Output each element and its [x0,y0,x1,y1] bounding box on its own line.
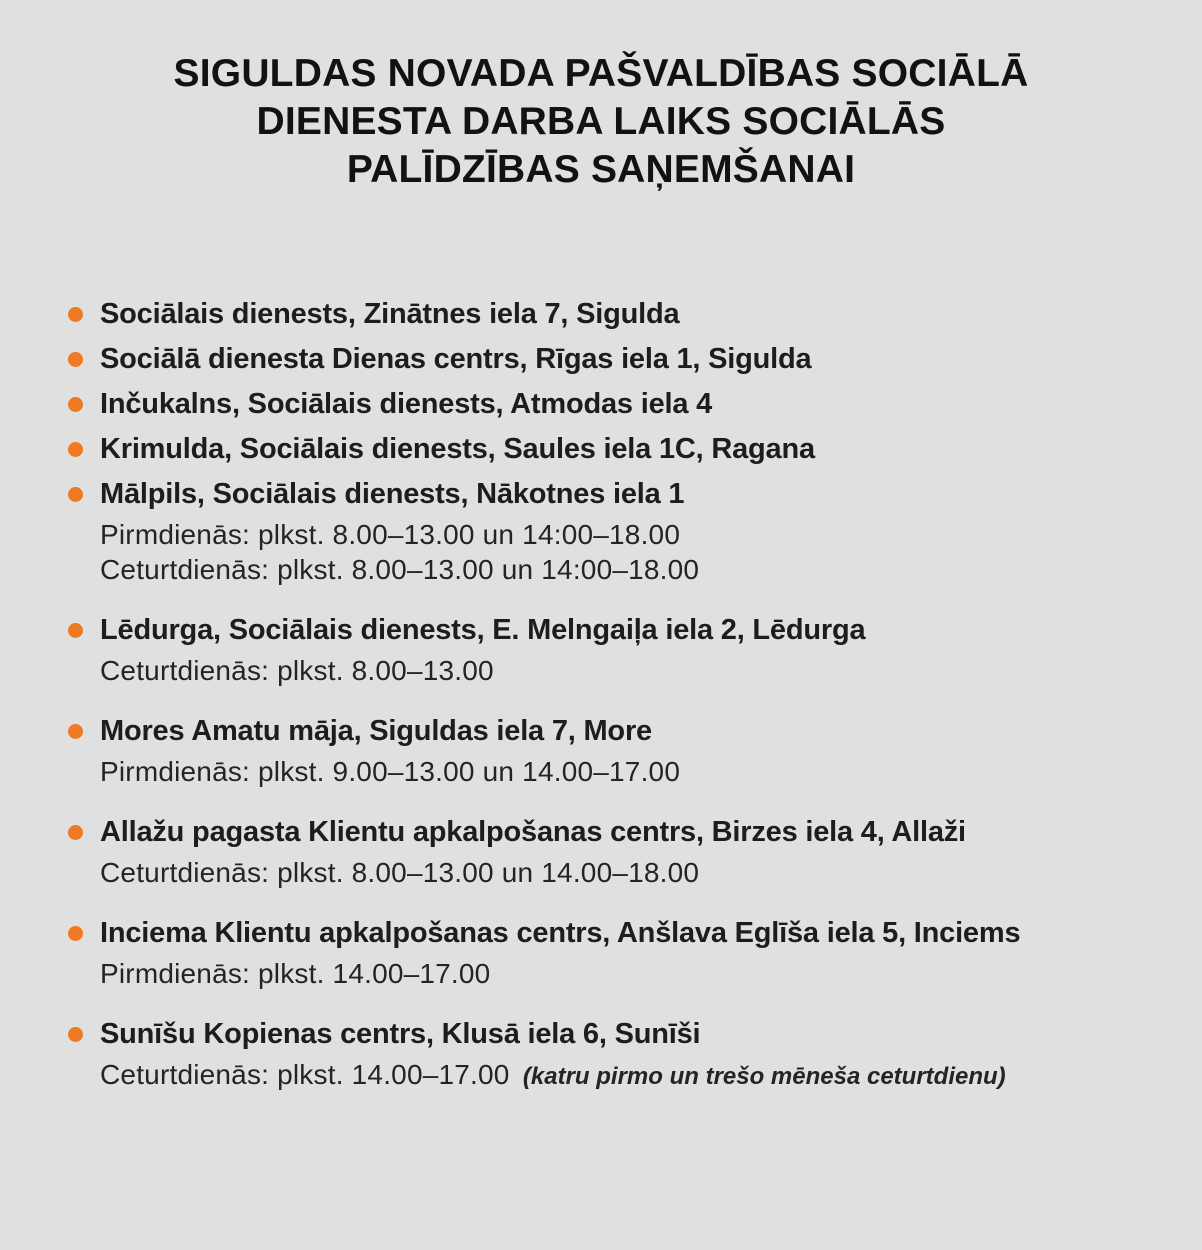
circle-bullet-icon [68,623,83,638]
hours-line: Pirmdienās: plkst. 8.00–13.00 un 14:00–18.00 [100,519,681,550]
location-name: Sociālais dienests, Zinātnes iela 7, Sigulda [100,298,680,330]
location-item [68,816,1138,890]
location-hours [100,1057,1138,1094]
location-hours [100,855,1138,890]
circle-bullet-icon [68,1027,83,1042]
location-hours [100,956,1138,991]
location-item [68,715,1138,789]
circle-bullet-icon [68,397,83,412]
location-hours [100,653,1138,688]
hours-note: (katru pirmo un trešo mēneša ceturtdienu) [509,1063,1006,1090]
hours-line: Ceturtdienās: plkst. 14.00–17.00 (katru pirmo un trešo mēneša ceturtdienu) [100,1059,1006,1090]
location-item [68,1018,1138,1094]
circle-bullet-icon [68,926,83,941]
location-item [68,917,1138,991]
location-name: Sociālā dienesta Dienas centrs, Rīgas iela 1, Sigulda [100,343,812,375]
location-item [68,298,1138,330]
location-name: Inčukalns, Sociālais dienests, Atmodas iela 4 [100,388,713,420]
locations-list [68,298,1138,1094]
location-item [68,388,1138,420]
location-name: Allažu pagasta Klientu apkalpošanas centrs, Birzes iela 4, Allaži [100,816,966,848]
poster [0,50,1202,1250]
location-item [68,478,1138,587]
hours-line: Ceturtdienās: plkst. 8.00–13.00 un 14.00–18.00 [100,857,700,888]
hours-line: Pirmdienās: plkst. 14.00–17.00 [100,958,491,989]
title-line-3: PALĪDZĪBAS SAŅEMŠANAI [346,148,856,191]
hours-line: Ceturtdienās: plkst. 8.00–13.00 [100,655,494,686]
location-hours [100,517,1138,587]
location-name: Krimulda, Sociālais dienests, Saules iela 1C, Ragana [100,433,815,465]
title-line-1: SIGULDAS NOVADA PAŠVALDĪBAS SOCIĀLĀ [173,52,1029,95]
location-item [68,433,1138,465]
circle-bullet-icon [68,442,83,457]
circle-bullet-icon [68,307,83,322]
location-name: Lēdurga, Sociālais dienests, E. Melngaiļa iela 2, Lēdurga [100,614,866,646]
location-item [68,614,1138,688]
location-hours [100,754,1138,789]
location-name: Sunīšu Kopienas centrs, Klusā iela 6, Sunīši [100,1018,701,1050]
page-title [101,50,1101,194]
circle-bullet-icon [68,487,83,502]
circle-bullet-icon [68,352,83,367]
location-name: Inciema Klientu apkalpošanas centrs, Anšlava Eglīša iela 5, Inciems [100,917,1021,949]
location-name: Mores Amatu māja, Siguldas iela 7, More [100,715,652,747]
title-line-2: DIENESTA DARBA LAIKS SOCIĀLĀS [256,100,946,143]
hours-line: Ceturtdienās: plkst. 8.00–13.00 un 14:00–18.00 [100,554,700,585]
circle-bullet-icon [68,724,83,739]
hours-line: Pirmdienās: plkst. 9.00–13.00 un 14.00–17.00 [100,756,681,787]
location-item [68,343,1138,375]
location-name: Mālpils, Sociālais dienests, Nākotnes iela 1 [100,478,685,510]
circle-bullet-icon [68,825,83,840]
